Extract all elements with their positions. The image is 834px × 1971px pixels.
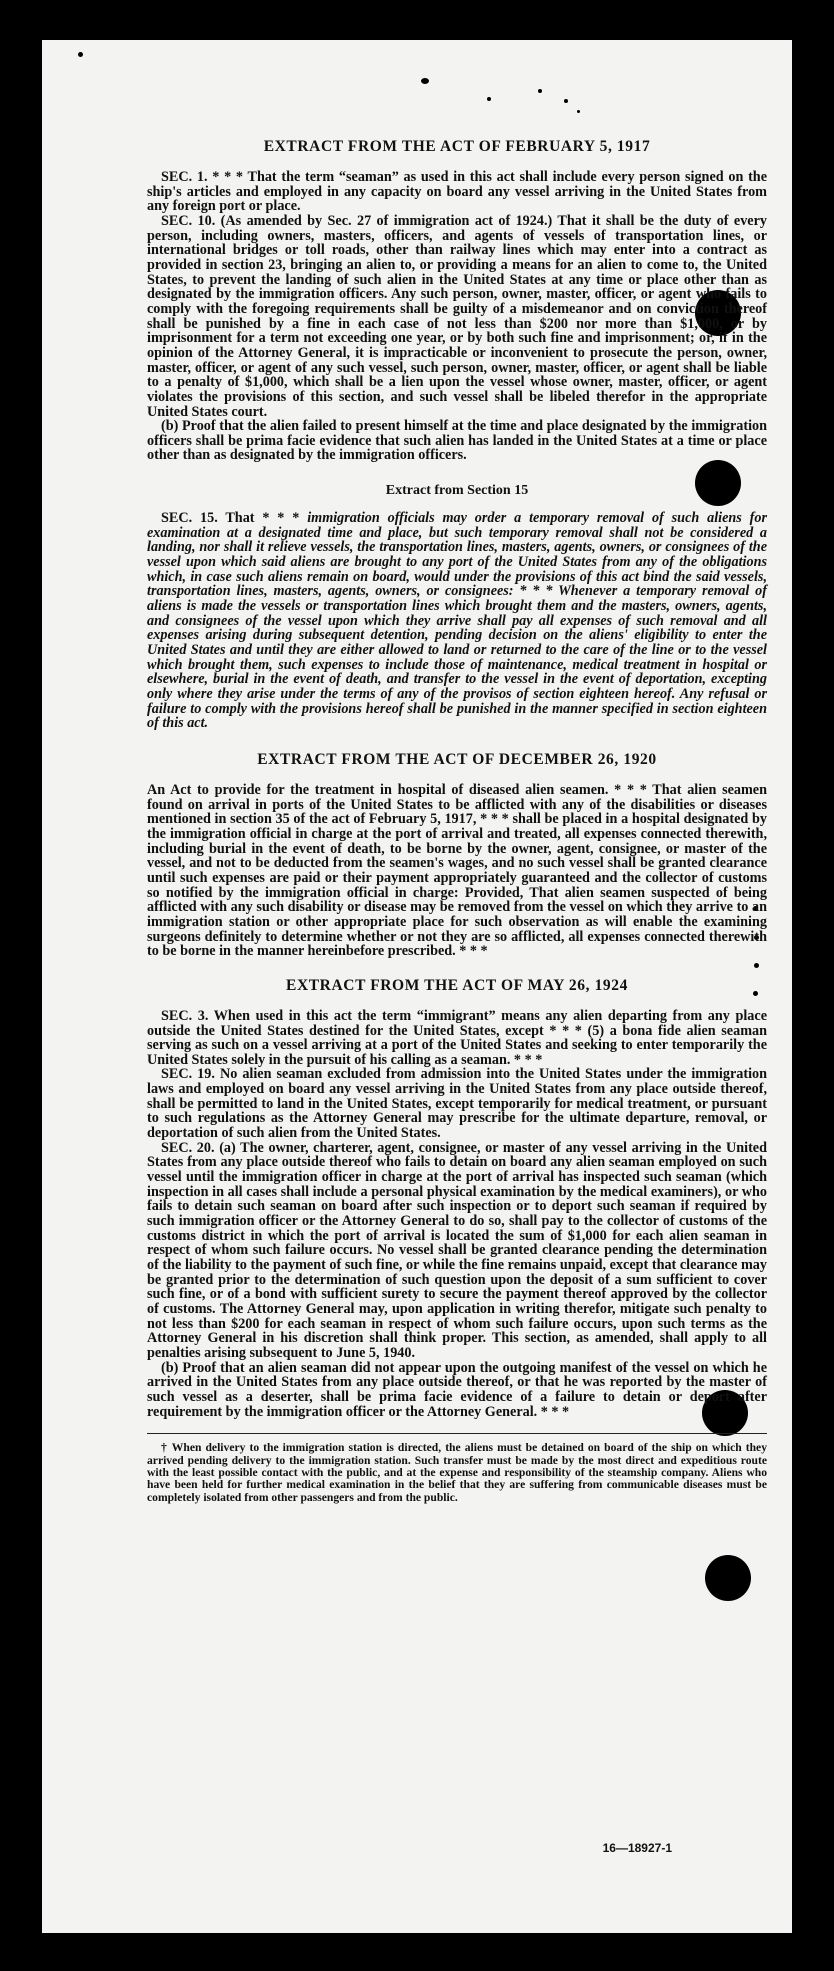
ink-speck xyxy=(538,89,542,93)
subheading-section-15: Extract from Section 15 xyxy=(385,483,529,499)
section-15-lead: SEC. 15. That * * * xyxy=(161,510,308,527)
heading-act-1924: EXTRACT FROM THE ACT OF MAY 26, 1924 xyxy=(286,976,628,994)
section-1-paragraph: SEC. 1. * * * That the term “seaman” as used in this act shall include every person signed on the ship's articles and employed in any capacity on board any vessel arriving in the United States from any foreign port or place. xyxy=(147,169,767,215)
section-10-paragraph: SEC. 10. (As amended by Sec. 27 of immigration act of 1924.) That it shall be the duty of every person, including owners, masters, officers, and agents of vessels of transportation lines, or international bridges or toll roads, other than railway lines which may enter into a contract as provided in section 23, bringing an alien to, or providing a means for an alien to come to, the United States, to prevent the landing of such alien in the United States at any time or place other than as designated by the immigration officers. Any such person, owner, master, officer, or agent who fails to comply with the foregoing requirements shall be guilty of a misdemeanor and on conviction thereof shall be punished by a fine in each case of not less than $200 nor more than $1,000, or by imprisonment for a term not exceeding one year, or by both such fine and imprisonment; or, if in the opinion of the Attorney General, it is impracticable or inconvenient to prosecute the person, owner, master, officer, or agent of any such vessel, such person, owner, master, officer, or agent shall be liable to a penalty of $1,000, which shall be a lien upon the vessel whose owner, master, officer, or agent violates the provisions of this section, and such vessel shall be libeled therefor in the appropriate United States court. xyxy=(147,212,767,420)
document-page xyxy=(42,40,792,1933)
section-20-paragraph: SEC. 20. (a) The owner, charterer, agent, consignee, or master of any vessel arriving in the United States from any place outside thereof who fails to detain on board any alien seaman employed on such vessel until the immigration officer in charge at the port of arrival has inspected such seaman (which inspection in all cases shall include a personal physical examination by the medical examiners), or who fails to detain such seaman on board after such inspection or to deport such seaman if required by such immigration officer or the Attorney General to do so, shall pay to the collector of customs of the customs district in which the port of arrival is located the sum of $1,000 for each alien seaman in respect of whom such failure occurs. No vessel shall be granted clearance pending the determination of the liability to the payment of such fine, or while the fine remains unpaid, except that clearance may be granted prior to the determination of such question upon the deposit of a sum sufficient to cover such fine, or of a bond with sufficient surety to secure the payment thereof approved by the collector of customs. The Attorney General may, upon application in writing therefor, mitigate such penalty to not less than $200 for each seaman in respect of whom such failure occurs, upon such terms as the Attorney General in his discretion shall think proper. This section, as amended, shall apply to all penalties arising subsequent to June 5, 1940. xyxy=(147,1139,767,1361)
ink-speck xyxy=(487,97,491,101)
footnote: † When delivery to the immigration station is directed, the aliens must be detained on board of the ship on which they arrived pending delivery to the immigration station. Such transfer must be made by the most direct and expeditious route with the least possible contact with the public, and at the expense and responsibility of the steamship company. Aliens who have been held for further medical examination in the belief that they are suffering from communicable diseases must be completely isolated from other passengers and from the public. xyxy=(147,1441,767,1504)
punch-hole xyxy=(705,1555,751,1601)
heading-act-1920: EXTRACT FROM THE ACT OF DECEMBER 26, 1920 xyxy=(257,750,657,768)
ink-speck xyxy=(577,110,580,113)
section-15-text: immigration officials may order a temporary removal of such aliens for examination at a designated time and place, but such temporary removal shall not be considered a landing, nor shall it relieve vessels, the transportation lines, masters, agents, owners, or consignees of the vessel upon which said aliens are brought to any port of the United States from any of the obligations which, in case such aliens remain on board, would under the provisions of this act bind the said vessels, transportation lines, masters, agents, owners, or consignees: * * * Whenever a temporary removal of aliens is made the vessels or transportation lines which brought them and the masters, owners, agents, and consignees of the vessel upon which they arrive shall pay all expenses of such removal and all expenses arising during subsequent detention, pending decision on the aliens' eligibility to enter the United States and until they are either allowed to land or returned to the care of the line or to the vessel which brought them, such expenses to include those of maintenance, medical treatment in hospital or elsewhere, burial in the event of death, and transfer to the vessel in the event of deportation, excepting only where they arise under the terms of any of the provisos of section eighteen hereof. Any refusal or failure to comply with the provisions hereof shall be punished in the manner specified in section eighteen of this act. xyxy=(147,510,767,732)
section-3-paragraph: SEC. 3. When used in this act the term “immigrant” means any alien departing from any place outside the United States destined for the United States, except * * * (5) a bona fide alien seaman serving as such on a vessel arriving at a port of the United States and seeking to enter temporarily the United States solely in the pursuit of his calling as a seaman. * * * xyxy=(147,1007,767,1068)
form-number: 16—18927-1 xyxy=(602,1841,672,1855)
ink-speck xyxy=(564,99,568,103)
ink-speck xyxy=(78,52,83,57)
heading-act-1917: EXTRACT FROM THE ACT OF FEBRUARY 5, 1917 xyxy=(263,138,651,155)
document-body xyxy=(147,138,767,1504)
section-19-paragraph: SEC. 19. No alien seaman excluded from admission into the United States under the immigration laws and employed on board any vessel arriving in the United States from any place outside thereof, shall be permitted to land in the United States, except temporarily for medical treatment, or pursuant to such regulations as the Attorney General may prescribe for the ultimate departure, removal, or deportation of such alien from the United States. xyxy=(147,1066,767,1142)
section-20-proof-paragraph: (b) Proof that an alien seaman did not appear upon the outgoing manifest of the vessel on which he arrived in the United States from any place outside thereof, or that he was reported by the master of such vessel as a deserter, shall be prima facie evidence of a failure to detain or deport after requirement by the immigration officer or the Attorney General. * * * xyxy=(147,1359,767,1420)
act-1920-paragraph: An Act to provide for the treatment in hospital of diseased alien seamen. * * * That alien seamen found on arrival in ports of the United States to be afflicted with any of the disabilities or diseases mentioned in section 35 of the act of February 5, 1917, * * * shall be placed in a hospital designated by the immigration official in charge at the port of arrival and treated, all expenses connected therewith, including burial in the event of death, to be borne by the owner, agent, consignee, or master of the vessel, and not to be deducted from the seamen's wages, and no such vessel shall be granted clearance until such expenses are paid or their payment appropriately guaranteed and the collector of customs so notified by the immigration official in charge: Provided, That alien seamen suspected of being afflicted with any such disability or disease may be removed from the vessel on which they arrive to an immigration station or other appropriate place for such observation as will enable the examining surgeons definitely to determine whether or not they are so afflicted, all expenses connected therewith to be borne in the manner hereinbefore prescribed. * * * xyxy=(147,781,767,960)
section-10-proof-paragraph: (b) Proof that the alien failed to present himself at the time and place designated by the immigration officers shall be prima facie evidence that such alien has landed in the United States at a time or place other than as designated by the immigration officers. xyxy=(147,418,767,464)
section-15-paragraph xyxy=(147,511,767,731)
ink-speck xyxy=(421,78,429,84)
footnote-divider xyxy=(147,1433,767,1434)
